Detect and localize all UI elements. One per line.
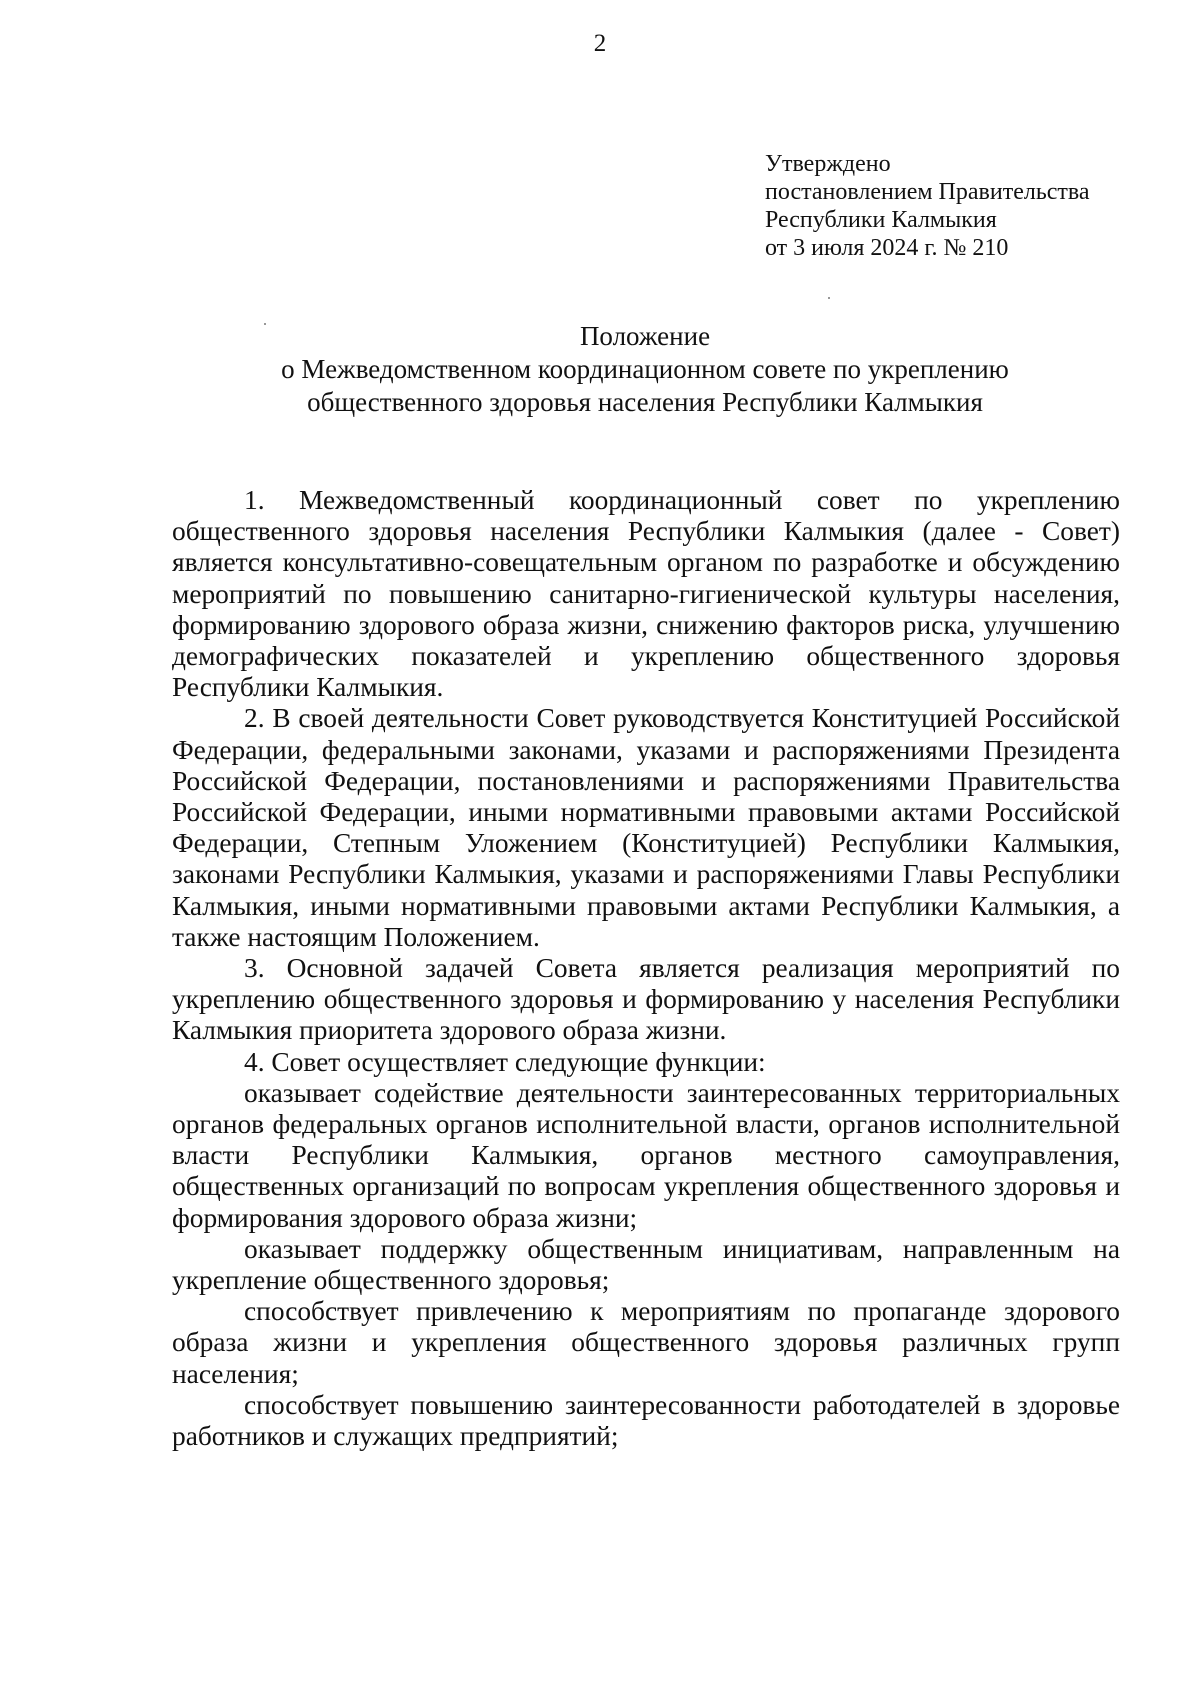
- function-item-2: оказывает поддержку общественным инициативам, направленным на укрепление общественного здоровья;: [172, 1233, 1120, 1296]
- function-item-1: оказывает содействие деятельности заинтересованных территориальных органов федеральных органов исполнительной власти, органов исполнительной власти Республики Калмыкия, органов местного самоуправления, общественных организаций по вопросам укрепления общественного здоровья и формирования здорового образа жизни;: [172, 1077, 1120, 1233]
- approval-line-republic: Республики Калмыкия: [765, 207, 997, 233]
- document-title: [170, 320, 1120, 419]
- document-body: [172, 485, 1120, 1452]
- title-subheading-2: общественного здоровья населения Республики Калмыкия: [307, 387, 983, 417]
- scan-speck: [264, 323, 266, 325]
- paragraph-4: 4. Совет осуществляет следующие функции:: [244, 1046, 766, 1077]
- function-item-3: способствует привлечению к мероприятиям по пропаганде здорового образа жизни и укрепления общественного здоровья различных групп населения;: [172, 1296, 1120, 1389]
- paragraph-1: 1. Межведомственный координационный совет по укреплению общественного здоровья населения Республики Калмыкия (далее - Совет) является консультативно-совещательным органом по разработке и обсуждению мероприятий по повышению санитарно-гигиенической культуры населения, формированию здорового образа жизни, снижению факторов риска, улучшению демографических показателей и укреплению общественного здоровья Республики Калмыкия.: [172, 485, 1120, 703]
- title-subheading-1: о Межведомственном координационном совете по укреплению: [281, 354, 1009, 384]
- scan-speck: [828, 297, 830, 299]
- approval-stamp-block: [765, 150, 1185, 262]
- approval-line-resolution: постановлением Правительства: [765, 179, 1090, 205]
- page-number: 2: [593, 30, 607, 57]
- paragraph-2: 2. В своей деятельности Совет руководствуется Конституцией Российской Федерации, федеральными законами, указами и распоряжениями Президента Российской Федерации, постановлениями и распоряжениями Правительства Российской Федерации, иными нормативными правовыми актами Российской Федерации, Степным Уложением (Конституцией) Республики Калмыкия, законами Республики Калмыкия, указами и распоряжениями Главы Республики Калмыкия, иными нормативными правовыми актами Республики Калмыкия, а также настоящим Положением.: [172, 703, 1120, 952]
- title-heading: Положение: [579, 321, 711, 351]
- approval-line-date-number: от 3 июля 2024 г. № 210: [765, 235, 1009, 261]
- function-item-4: способствует повышению заинтересованности работодателей в здоровье работников и служащих предприятий;: [172, 1389, 1120, 1452]
- paragraph-3: 3. Основной задачей Совета является реализация мероприятий по укреплению общественного здоровья и формированию у населения Республики Калмыкия приоритета здорового образа жизни.: [172, 953, 1120, 1046]
- approval-line-approved: Утверждено: [765, 151, 891, 177]
